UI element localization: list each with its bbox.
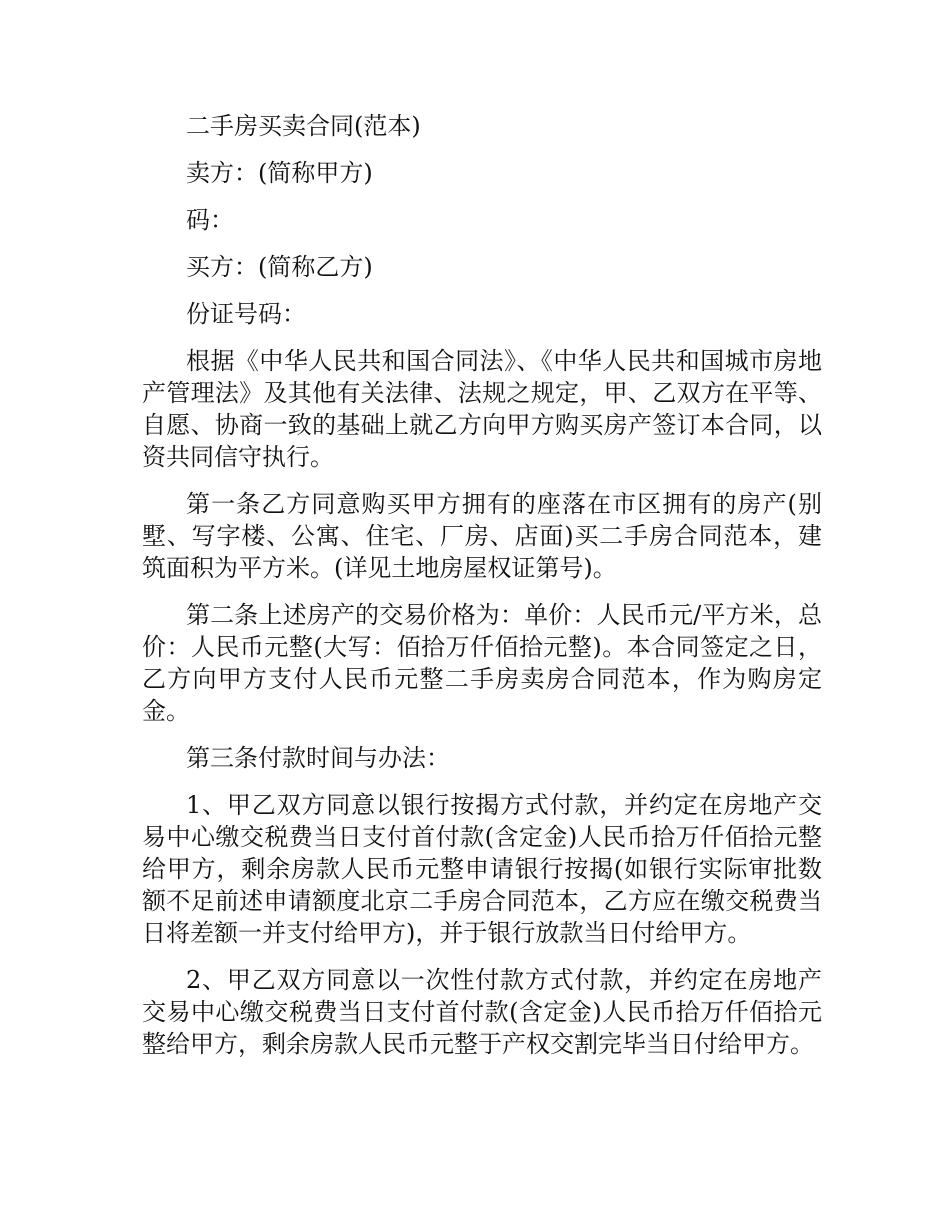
document-body (142, 110, 822, 1075)
document-title: 二手房买卖合同(范本) (186, 112, 421, 140)
payment-option-2-paragraph: 2、甲乙双方同意以一次性付款方式付款，并约定在房地产交易中心缴交税费当日支付首付款(含定金)人民币拾万仟佰拾元整给甲方，剩余房款人民币元整于产权交割完毕当日付给甲方。 (142, 966, 822, 1058)
article-1-paragraph: 第一条乙方同意购买甲方拥有的座落在市区拥有的房产(别墅、写字楼、公寓、住宅、厂房、店面)买二手房合同范本，建筑面积为平方米。(详见土地房屋权证第号)。 (142, 490, 822, 582)
buyer-line: 买方：(简称乙方) (186, 253, 373, 281)
payment-option-1-paragraph: 1、甲乙双方同意以银行按揭方式付款，并约定在房地产交易中心缴交税费当日支付首付款(含定金)人民币拾万仟佰拾元整给甲方，剩余房款人民币元整申请银行按揭(如银行实际审批数额不足前述申请额度北京二手房合同范本，乙方应在缴交税费当日将差额一并支付给甲方)，并于银行放款当日付给甲方。 (142, 791, 822, 947)
seller-line: 卖方：(简称甲方) (186, 159, 373, 187)
article-2-paragraph: 第二条上述房产的交易价格为：单价：人民币元/平方米，总价：人民币元整(大写：佰拾万仟佰拾元整)。本合同签定之日，乙方向甲方支付人民币元整二手房卖房合同范本，作为购房定金。 (142, 601, 822, 725)
seller-id-line: 码： (186, 206, 234, 234)
buyer-id-line: 份证号码： (186, 300, 306, 328)
article-3-heading: 第三条付款时间与办法： (186, 744, 450, 772)
preamble-paragraph: 根据《中华人民共和国合同法》、《中华人民共和国城市房地产管理法》及其他有关法律、法规之规定，甲、乙双方在平等、自愿、协商一致的基础上就乙方向甲方购买房产签订本合同，以资共同信守执行。 (142, 347, 822, 471)
